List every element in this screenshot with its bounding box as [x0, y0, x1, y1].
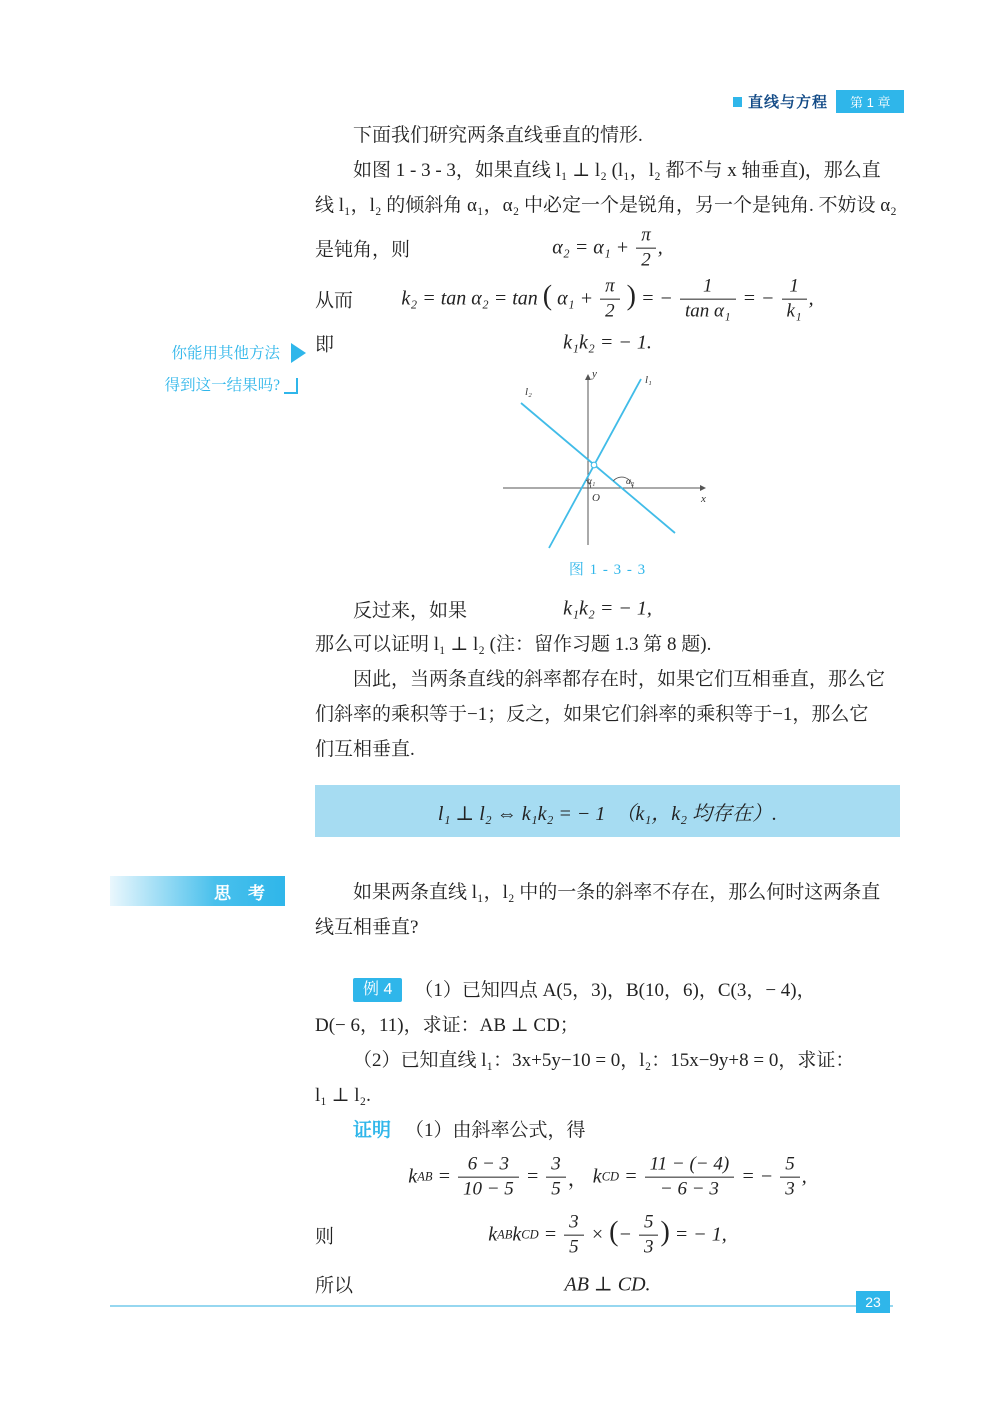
- fraction-numerator: 1: [782, 276, 807, 300]
- think-title: 思 考: [214, 883, 265, 903]
- alpha1-label: α₁: [586, 477, 595, 487]
- fraction-numerator: 6 − 3: [458, 1154, 519, 1178]
- k-symbol: k: [512, 1223, 522, 1246]
- line-l2: [521, 403, 675, 533]
- open-paren: (: [609, 1217, 619, 1248]
- fraction-numerator: 11 − (− 4): [645, 1154, 735, 1178]
- fraction-pi-over-2: [636, 225, 656, 272]
- fraction-denominator: − 6 − 3: [659, 1178, 719, 1200]
- intro-paragraph-2-line1: 如图 1 - 3 - 3，如果直线 l₁ ⊥ l₂ (l₁，l₂ 都不与 x 轴垂直)，那么直: [353, 160, 881, 181]
- formula-6: [315, 1212, 900, 1259]
- formula-row-3: [315, 325, 900, 361]
- think-line2: 线互相垂直?: [315, 917, 419, 938]
- fraction-denominator: k₁: [786, 300, 802, 322]
- reverse-label: 反过来，如果: [353, 600, 468, 622]
- intersection-point: [591, 462, 597, 468]
- close-paren: ): [626, 281, 636, 312]
- so-label: 所以: [315, 1275, 354, 1297]
- figure-container: [488, 365, 728, 579]
- fraction-3-5: [546, 1154, 566, 1201]
- think-section-band: [110, 876, 285, 906]
- margin-note: [90, 338, 280, 402]
- x-axis-label: x: [700, 493, 706, 505]
- formula-row-7: [315, 1264, 900, 1304]
- formula-5: [315, 1154, 900, 1201]
- formula-row-2: [315, 273, 900, 325]
- k-subscript-AB: AB: [417, 1169, 433, 1184]
- k-subscript-AB: AB: [497, 1227, 513, 1242]
- conclusion-line3: 们互相垂直.: [315, 739, 415, 760]
- fraction-denominator: 5: [551, 1178, 561, 1200]
- equals-minus: = −: [741, 1165, 774, 1188]
- proof-intro: （1）由斜率公式，得: [405, 1120, 586, 1141]
- fraction-kcd: [645, 1154, 735, 1201]
- equals-sign: =: [525, 1165, 540, 1188]
- equals-sign: =: [624, 1165, 638, 1188]
- formula-2-part1: k₂ = tan α₂ = tan: [401, 287, 538, 310]
- chapter-badge: 第 1 章: [836, 90, 904, 113]
- formula-2-tail: ,: [808, 287, 814, 310]
- key-formula-box: [315, 785, 900, 837]
- example-badge: 例 4: [353, 978, 402, 1002]
- k-subscript-CD: CD: [521, 1227, 539, 1242]
- k-symbol: k: [488, 1223, 498, 1246]
- key-formula: l₁ ⊥ l₂ ⇔ k₁k₂ = − 1 （k₁，k₂ 均存在）.: [437, 802, 778, 825]
- page-header: [733, 90, 904, 113]
- margin-note-line2: 得到这一结果吗?: [164, 377, 280, 394]
- fraction-5-3: [780, 1154, 800, 1201]
- margin-note-line1: 你能用其他方法: [171, 345, 280, 362]
- fraction-3-5: [564, 1212, 584, 1259]
- formula-row-6: [315, 1206, 900, 1264]
- example-line4: l₁ ⊥ l₂.: [315, 1085, 371, 1106]
- close-paren: ): [660, 1217, 670, 1248]
- main-text-column: [315, 118, 900, 1304]
- formula-1-tail: ,: [657, 236, 663, 259]
- open-paren: (: [542, 281, 553, 312]
- formula-1: [315, 225, 900, 272]
- formula-3-label: 即: [315, 334, 335, 356]
- equals-sign: =: [437, 1165, 451, 1188]
- fraction-denominator: tan α₁: [684, 300, 731, 322]
- l1-label: l₁: [644, 374, 652, 386]
- origin-label: O: [591, 492, 600, 504]
- formula-2-label: 从而: [315, 290, 354, 312]
- fraction-numerator: 5: [639, 1212, 659, 1236]
- reverse-formula-row: [315, 591, 900, 627]
- alpha2-label: α₂: [625, 477, 634, 487]
- k-subscript-CD: CD: [601, 1169, 620, 1184]
- figure-caption: 图 1 - 3 - 3: [568, 562, 647, 578]
- minus-sign: −: [618, 1223, 632, 1246]
- fraction-numerator: 5: [780, 1154, 800, 1178]
- k-symbol: k: [592, 1165, 602, 1188]
- example-line3: （2）已知直线 l₁：3x+5y−10 = 0，l₂：15x−9y+8 = 0，求证：: [353, 1050, 855, 1071]
- formula-2: [315, 276, 900, 323]
- equals-sign: =: [543, 1223, 558, 1246]
- page-number-badge: 23: [856, 1291, 890, 1313]
- chapter-title: 直线与方程: [748, 94, 829, 111]
- formula-5-tail: ,: [801, 1165, 807, 1188]
- fraction-denominator: 10 − 5: [462, 1178, 514, 1200]
- l2-label: l₂: [524, 386, 532, 398]
- fraction-denominator: 3: [643, 1236, 654, 1258]
- intro-paragraph-2-line2: 线 l₁，l₂ 的倾斜角 α₁，α₂ 中必定一个是锐角，另一个是钝角. 不妨设 α₂: [315, 195, 897, 216]
- k-symbol: k: [408, 1165, 418, 1188]
- footer-rule: [110, 1305, 893, 1307]
- fraction-denominator: 2: [641, 249, 651, 271]
- fraction-denominator: 3: [785, 1178, 795, 1200]
- formula-7: AB ⊥ CD.: [564, 1273, 651, 1296]
- proof-row: [315, 1113, 900, 1148]
- formula-2-part4: = −: [742, 287, 775, 310]
- formula-2-part3: = −: [640, 287, 673, 310]
- formula-2-part2: α₁ +: [557, 287, 594, 310]
- formula-1-lead-text: 是钝角，则: [315, 239, 411, 261]
- figure-1-3-3: [488, 365, 728, 550]
- example-row1: [315, 973, 900, 1008]
- formula-3: k₁k₂ = − 1.: [563, 331, 652, 354]
- fraction-numerator: 3: [564, 1212, 584, 1236]
- reverse-formula: k₁k₂ = − 1,: [563, 597, 652, 620]
- comma: ，: [567, 1168, 588, 1191]
- formula-row-1: [315, 223, 900, 273]
- fraction-kab: [458, 1154, 519, 1201]
- conclusion-line1: 因此，当两条直线的斜率都存在时，如果它们互相垂直，那么它: [353, 669, 886, 690]
- times-sign: ×: [590, 1223, 605, 1246]
- y-axis-label: y: [591, 368, 597, 380]
- margin-note-arrow-icon: [291, 343, 306, 363]
- fraction-5-3: [639, 1212, 659, 1259]
- fraction-denominator: 2: [605, 300, 615, 322]
- fraction-numerator: 1: [680, 276, 736, 300]
- think-line1: 如果两条直线 l₁，l₂ 中的一条的斜率不存在，那么何时这两条直: [353, 882, 881, 903]
- header-tick-icon: [733, 97, 742, 107]
- intro-paragraph-1: 下面我们研究两条直线垂直的情形.: [353, 125, 643, 146]
- reverse-continuation: 那么可以证明 l₁ ⊥ l₂ (注：留作习题 1.3 第 8 题).: [315, 634, 712, 655]
- fraction-numerator: π: [636, 225, 656, 249]
- then-label: 则: [315, 1226, 335, 1248]
- fraction-pi-over-2: [600, 276, 620, 323]
- fraction-numerator: π: [600, 276, 620, 300]
- fraction-1-over-k1: [782, 276, 807, 323]
- proof-label: 证明: [353, 1120, 392, 1141]
- fraction-1-over-tan: [680, 276, 736, 323]
- example-line1: （1）已知四点 A(5，3)，B(10，6)，C(3，− 4)，: [414, 980, 816, 1001]
- fraction-numerator: 3: [546, 1154, 566, 1178]
- conclusion-line2: 们斜率的乘积等于−1；反之，如果它们斜率的乘积等于−1，那么它: [315, 704, 869, 725]
- formula-row-5: [315, 1148, 900, 1206]
- margin-note-bracket: [284, 378, 298, 394]
- fraction-denominator: 5: [569, 1236, 579, 1258]
- example-line2: D(− 6，11)，求证：AB ⊥ CD；: [315, 1015, 579, 1036]
- formula-1-lhs: α₂ = α₁ +: [552, 236, 630, 259]
- formula-6-tail: = − 1,: [674, 1223, 727, 1246]
